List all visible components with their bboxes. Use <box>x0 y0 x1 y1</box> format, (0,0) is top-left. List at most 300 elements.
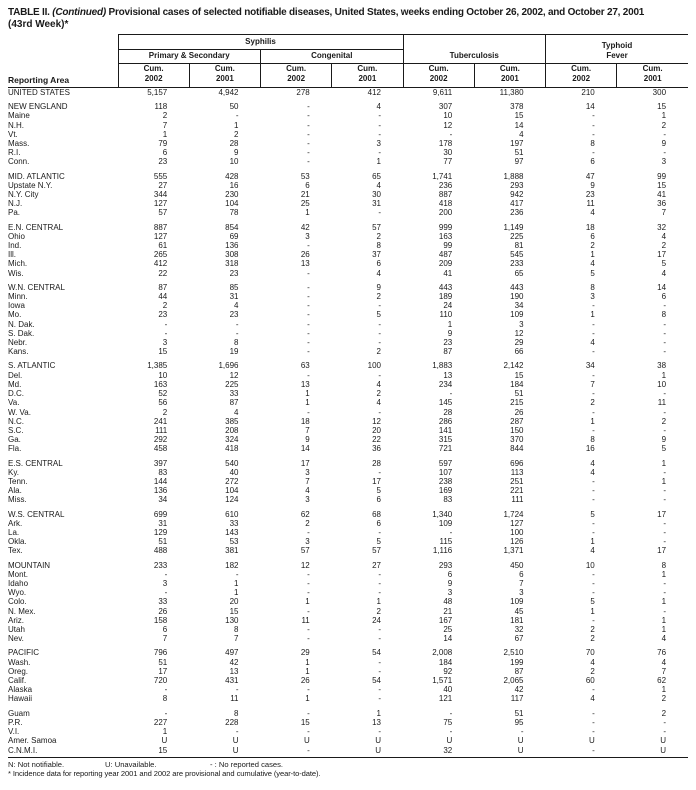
value-cell: - <box>663 328 667 338</box>
value-cell: 7 <box>519 578 524 588</box>
value-cell: 83 <box>443 495 453 505</box>
value-cell: 14 <box>585 102 595 112</box>
table-row <box>8 588 688 597</box>
value-cell: 2 <box>305 518 310 528</box>
value-cell: 2 <box>590 398 595 408</box>
value-cell: 2 <box>162 111 168 121</box>
value-cell: 32 <box>657 222 667 232</box>
value-cell: - <box>378 666 381 676</box>
value-cell: 178 <box>438 139 453 149</box>
value-cell: - <box>663 407 667 417</box>
value-cell: - <box>235 328 239 338</box>
group-header-tuberculosis: Tuberculosis <box>403 35 546 64</box>
value-cell: 27 <box>372 560 381 570</box>
value-cell: 36 <box>657 199 667 209</box>
value-cell: 25 <box>300 199 310 209</box>
reporting-area-cell: Tenn. <box>8 476 28 486</box>
value-cell: 699 <box>153 509 168 519</box>
table-row <box>8 356 688 370</box>
value-cell: 51 <box>514 708 524 718</box>
value-cell: 8 <box>234 338 239 348</box>
value-cell: 2 <box>590 666 595 676</box>
value-cell: 5 <box>661 259 667 269</box>
value-cell: 1 <box>661 370 667 380</box>
value-cell: 50 <box>229 102 239 112</box>
value-cell: 70 <box>585 648 595 658</box>
table-row <box>8 607 688 616</box>
value-cell: 2 <box>661 416 667 426</box>
reporting-area-cell: E.S. CENTRAL <box>8 458 63 468</box>
value-cell: 136 <box>153 486 168 496</box>
value-cell: 4 <box>661 268 667 278</box>
value-cell: - <box>663 527 667 537</box>
value-cell: 2 <box>661 708 667 718</box>
value-cell: - <box>592 328 595 338</box>
value-cell: 555 <box>153 171 168 181</box>
value-cell: 292 <box>153 435 168 445</box>
value-cell: - <box>235 319 239 329</box>
value-cell: 428 <box>225 171 239 181</box>
value-cell: - <box>449 527 453 537</box>
value-cell: 3 <box>305 537 310 547</box>
value-cell: 370 <box>510 435 524 445</box>
value-cell: 1 <box>661 685 667 695</box>
table-row <box>8 634 688 643</box>
value-cell: 145 <box>438 398 453 408</box>
table-row <box>8 380 688 389</box>
value-cell: 15 <box>657 180 667 190</box>
table-row <box>8 519 688 528</box>
value-cell: - <box>520 727 524 736</box>
reporting-area-cell: Alaska <box>8 685 33 695</box>
table-row <box>8 667 688 676</box>
table-title-continued: (Continued) <box>52 7 106 18</box>
value-cell: - <box>592 347 595 357</box>
value-cell: - <box>307 569 310 579</box>
value-cell: 79 <box>158 139 168 149</box>
value-cell: 1 <box>305 694 310 704</box>
value-cell: 23 <box>443 338 453 348</box>
value-cell: 9 <box>234 148 239 158</box>
value-cell: - <box>378 727 381 736</box>
value-cell: 417 <box>510 199 524 209</box>
reporting-area-cell: S.C. <box>8 425 24 435</box>
value-cell: - <box>307 241 310 251</box>
value-cell: - <box>307 338 310 348</box>
reporting-area-cell: Mass. <box>8 139 30 149</box>
value-cell: - <box>307 129 310 139</box>
value-cell: 287 <box>510 416 524 426</box>
value-cell: 23 <box>158 310 168 320</box>
reporting-area-cell: Wash. <box>8 657 31 667</box>
value-cell: 720 <box>153 675 168 685</box>
reporting-area-cell: Ala. <box>8 486 22 496</box>
value-cell: 121 <box>438 694 453 704</box>
value-cell: 308 <box>225 250 239 260</box>
value-cell: 610 <box>225 509 239 519</box>
value-cell: 190 <box>510 292 524 302</box>
value-cell: - <box>592 129 595 139</box>
column-header-cum-2002-0: Cum. 2002 <box>118 64 189 88</box>
column-header-cum-2001-3: Cum. 2001 <box>332 64 403 88</box>
value-cell: 1 <box>661 476 667 486</box>
value-cell: 251 <box>510 476 524 486</box>
value-cell: - <box>307 708 310 718</box>
value-cell: 9 <box>305 435 310 445</box>
value-cell: 31 <box>229 292 239 302</box>
table-row <box>8 320 688 329</box>
value-cell: 344 <box>153 190 168 200</box>
table-row <box>8 444 688 453</box>
value-cell: U <box>303 736 310 746</box>
value-cell: 2 <box>376 231 381 241</box>
value-cell: 5 <box>376 310 381 320</box>
value-cell: 9 <box>376 282 381 292</box>
value-cell: 1,340 <box>432 509 453 519</box>
value-cell: 65 <box>372 171 381 181</box>
value-cell: 210 <box>581 88 595 97</box>
value-cell: 45 <box>514 606 524 616</box>
value-cell: 107 <box>438 467 453 477</box>
reporting-area-cell: NEW ENGLAND <box>8 102 68 112</box>
value-cell: 1 <box>661 111 667 121</box>
value-cell: 62 <box>657 675 667 685</box>
value-cell: - <box>378 634 381 644</box>
value-cell: 1 <box>590 310 595 320</box>
value-cell: 412 <box>153 259 168 269</box>
value-cell: 2 <box>661 241 667 251</box>
value-cell: U <box>588 736 595 746</box>
value-cell: - <box>307 319 310 329</box>
table-row <box>8 727 688 736</box>
value-cell: 5 <box>661 444 667 454</box>
reporting-area-cell: Miss. <box>8 495 27 505</box>
value-cell: 1,724 <box>503 509 524 519</box>
value-cell: 6 <box>590 231 595 241</box>
value-cell: 57 <box>372 546 381 556</box>
value-cell: 181 <box>510 615 524 625</box>
value-cell: 8 <box>590 139 595 149</box>
value-cell: 14 <box>443 634 453 644</box>
value-cell: 3 <box>305 495 310 505</box>
value-cell: 182 <box>225 560 239 570</box>
value-cell: 3 <box>447 588 453 598</box>
value-cell: - <box>592 476 595 486</box>
value-cell: - <box>592 148 595 158</box>
value-cell: U <box>161 736 168 746</box>
value-cell: - <box>592 569 595 579</box>
value-cell: - <box>261 745 332 757</box>
table-row <box>8 310 688 319</box>
value-cell: - <box>307 148 310 158</box>
value-cell: - <box>378 694 381 704</box>
reporting-area-cell: Ky. <box>8 467 19 477</box>
value-cell: 111 <box>155 425 168 435</box>
table-row <box>8 329 688 338</box>
value-cell: 225 <box>225 379 239 389</box>
value-cell: 4 <box>590 259 595 269</box>
value-cell: 1 <box>305 389 310 399</box>
value-cell: 2 <box>376 389 381 399</box>
value-cell: - <box>546 745 617 757</box>
value-cell: 1 <box>661 597 667 607</box>
value-cell: - <box>378 588 381 598</box>
value-cell: 1 <box>305 597 310 607</box>
value-cell: - <box>307 157 310 167</box>
reporting-area-cell: S. ATLANTIC <box>8 361 56 371</box>
value-cell: 36 <box>372 444 381 454</box>
value-cell: 117 <box>510 694 524 704</box>
value-cell: 113 <box>510 467 524 477</box>
value-cell: 130 <box>225 615 239 625</box>
value-cell: 141 <box>438 425 453 435</box>
value-cell: 10 <box>657 379 667 389</box>
value-cell: - <box>164 569 168 579</box>
value-cell: - <box>663 518 667 528</box>
value-cell: - <box>378 301 381 311</box>
value-cell: - <box>592 708 595 718</box>
value-cell: 4 <box>376 398 381 408</box>
reporting-area-cell: Wis. <box>8 268 24 278</box>
value-cell: 40 <box>229 467 239 477</box>
table-title-description: Provisional cases of selected notifiable diseases, United States, weeks ending October 26, 2002, and October 27, 2001 <box>108 7 645 18</box>
value-cell: 1,888 <box>503 171 524 181</box>
value-cell: - <box>663 588 667 598</box>
value-cell: 15 <box>229 606 239 616</box>
value-cell: 4 <box>519 129 524 139</box>
reporting-area-cell: N.H. <box>8 120 24 130</box>
table-row <box>8 495 688 504</box>
value-cell: - <box>592 727 595 736</box>
value-cell: 95 <box>514 717 524 727</box>
value-cell: 540 <box>225 458 239 468</box>
column-header-cum-2001-5: Cum. 2001 <box>474 64 545 88</box>
value-cell: 38 <box>657 361 667 371</box>
value-cell: 110 <box>439 310 453 320</box>
value-cell: 225 <box>510 231 524 241</box>
value-cell: 13 <box>300 259 310 269</box>
value-cell: 381 <box>225 546 239 556</box>
value-cell: 9 <box>590 180 595 190</box>
value-cell: 41 <box>657 190 667 200</box>
value-cell: - <box>592 111 595 121</box>
value-cell: 87 <box>443 347 453 357</box>
value-cell: 307 <box>438 102 453 112</box>
reporting-area-cell: Mont. <box>8 569 29 579</box>
value-cell: 42 <box>229 657 239 667</box>
value-cell: 21 <box>300 190 310 200</box>
value-cell: 6 <box>590 157 595 167</box>
value-cell: 34 <box>514 301 524 311</box>
table-row <box>8 148 688 157</box>
value-cell: 33 <box>158 597 168 607</box>
table-row <box>8 546 688 555</box>
value-cell: 40 <box>443 685 453 695</box>
value-cell: 28 <box>229 139 239 149</box>
group-header-syphilis: Syphilis <box>118 35 403 50</box>
value-cell: U <box>332 745 403 757</box>
reporting-area-cell: MID. ATLANTIC <box>8 171 65 181</box>
value-cell: 7 <box>305 425 310 435</box>
value-cell: - <box>663 338 667 348</box>
value-cell: - <box>663 129 667 139</box>
value-cell: - <box>307 328 310 338</box>
value-cell: - <box>592 407 595 417</box>
value-cell: 52 <box>158 389 168 399</box>
subgroup-header-congenital: Congenital <box>261 50 404 64</box>
value-cell: - <box>307 527 310 537</box>
reporting-area-cell: E.N. CENTRAL <box>8 222 64 232</box>
table-row <box>8 139 688 148</box>
value-cell: 272 <box>225 476 239 486</box>
value-cell: 24 <box>372 615 381 625</box>
reporting-area-cell: N.C. <box>8 416 24 426</box>
value-cell: 1 <box>661 569 667 579</box>
value-cell: 17 <box>372 476 381 486</box>
value-cell: 143 <box>225 527 239 537</box>
value-cell: 124 <box>225 495 239 505</box>
value-cell: - <box>592 301 595 311</box>
typhoid-label-line2: Fever <box>606 51 628 60</box>
table-body <box>8 88 688 758</box>
reporting-area-cell: V.I. <box>8 727 20 736</box>
table-row <box>8 389 688 398</box>
value-cell: 33 <box>229 518 239 528</box>
value-cell: - <box>592 370 595 380</box>
value-cell: 25 <box>443 624 453 634</box>
table-row <box>8 121 688 130</box>
value-cell: 144 <box>153 476 168 486</box>
value-cell: 51 <box>158 537 168 547</box>
value-cell: - <box>235 685 239 695</box>
value-cell: U <box>375 736 381 746</box>
table-row <box>8 111 688 120</box>
value-cell: - <box>307 301 310 311</box>
value-cell: 796 <box>153 648 168 658</box>
value-cell: 18 <box>585 222 595 232</box>
value-cell: 9 <box>661 435 667 445</box>
value-cell: 7 <box>590 379 595 389</box>
value-cell: - <box>164 328 168 338</box>
value-cell: 265 <box>153 250 168 260</box>
value-cell: - <box>592 495 595 505</box>
value-cell: 26 <box>300 250 310 260</box>
value-cell: 127 <box>153 199 168 209</box>
reporting-area-cell: Wyo. <box>8 588 27 598</box>
value-cell: 23 <box>158 157 168 167</box>
reporting-area-cell: Ind. <box>8 241 22 251</box>
table-row <box>8 278 688 292</box>
value-cell: 8 <box>234 624 239 634</box>
value-cell: - <box>307 111 310 121</box>
value-cell: 34 <box>158 495 168 505</box>
value-cell: 12 <box>372 416 381 426</box>
value-cell: U <box>474 745 545 757</box>
value-cell: 27 <box>158 180 168 190</box>
value-cell: - <box>378 624 381 634</box>
value-cell: - <box>592 615 595 625</box>
value-cell: 999 <box>438 222 453 232</box>
value-cell: 33 <box>229 389 239 399</box>
value-cell: 13 <box>300 379 310 389</box>
value-cell: 99 <box>657 171 667 181</box>
value-cell: 56 <box>158 398 168 408</box>
value-cell: 17 <box>657 250 667 260</box>
value-cell: 47 <box>585 171 595 181</box>
value-cell: 150 <box>510 425 524 435</box>
value-cell: 6 <box>376 518 381 528</box>
value-cell: 233 <box>510 259 524 269</box>
reporting-area-cell: Ariz. <box>8 615 24 625</box>
value-cell: 8 <box>590 435 595 445</box>
value-cell: 458 <box>153 444 168 454</box>
value-cell: 238 <box>438 476 453 486</box>
table-row <box>8 426 688 435</box>
value-cell: 92 <box>443 666 453 676</box>
footnotes <box>8 760 688 779</box>
value-cell: 7 <box>234 634 239 644</box>
reporting-area-cell: N. Dak. <box>8 319 35 329</box>
reporting-area-cell: S. Dak. <box>8 328 35 338</box>
value-cell: 76 <box>657 648 667 658</box>
value-cell: 22 <box>372 435 381 445</box>
value-cell: U <box>446 736 453 746</box>
table-row <box>8 269 688 278</box>
value-cell: - <box>592 717 595 727</box>
reporting-area-cell: Mo. <box>8 310 22 320</box>
value-cell: 15 <box>657 102 667 112</box>
value-cell: 127 <box>510 518 524 528</box>
column-header-cum-2002-2: Cum. 2002 <box>261 64 332 88</box>
value-cell: 37 <box>372 250 381 260</box>
value-cell: 100 <box>510 527 524 537</box>
value-cell: 9 <box>661 139 667 149</box>
value-cell: 12 <box>514 328 524 338</box>
value-cell: - <box>307 102 310 112</box>
value-cell: 300 <box>652 88 667 97</box>
value-cell: 293 <box>438 560 453 570</box>
value-cell: 2,065 <box>503 675 524 685</box>
value-cell: 443 <box>510 282 524 292</box>
value-cell: 4 <box>376 180 381 190</box>
value-cell: 6 <box>447 569 453 579</box>
value-cell: - <box>663 537 667 547</box>
value-cell: 7 <box>162 120 168 130</box>
reporting-area-cell: Okla. <box>8 537 27 547</box>
reporting-area-cell: Idaho <box>8 578 29 588</box>
value-cell: 14 <box>657 282 667 292</box>
value-cell: - <box>378 657 381 667</box>
value-cell: 3 <box>305 231 310 241</box>
value-cell: 5 <box>590 509 595 519</box>
value-cell: - <box>164 708 168 718</box>
value-cell: 3 <box>519 319 524 329</box>
value-cell: - <box>592 527 595 537</box>
table-title <box>8 7 688 19</box>
value-cell: 100 <box>367 361 381 371</box>
value-cell: 7 <box>305 476 310 486</box>
value-cell: - <box>378 129 381 139</box>
table-row <box>8 232 688 241</box>
value-cell: 293 <box>510 180 524 190</box>
value-cell: 1,149 <box>503 222 524 232</box>
reporting-area-cell: Minn. <box>8 292 28 302</box>
column-header-cum-2001-7: Cum. 2001 <box>617 64 688 88</box>
value-cell: 53 <box>300 171 310 181</box>
value-cell: - <box>663 727 667 736</box>
reporting-area-cell: Hawaii <box>8 694 33 704</box>
table-row <box>8 250 688 259</box>
